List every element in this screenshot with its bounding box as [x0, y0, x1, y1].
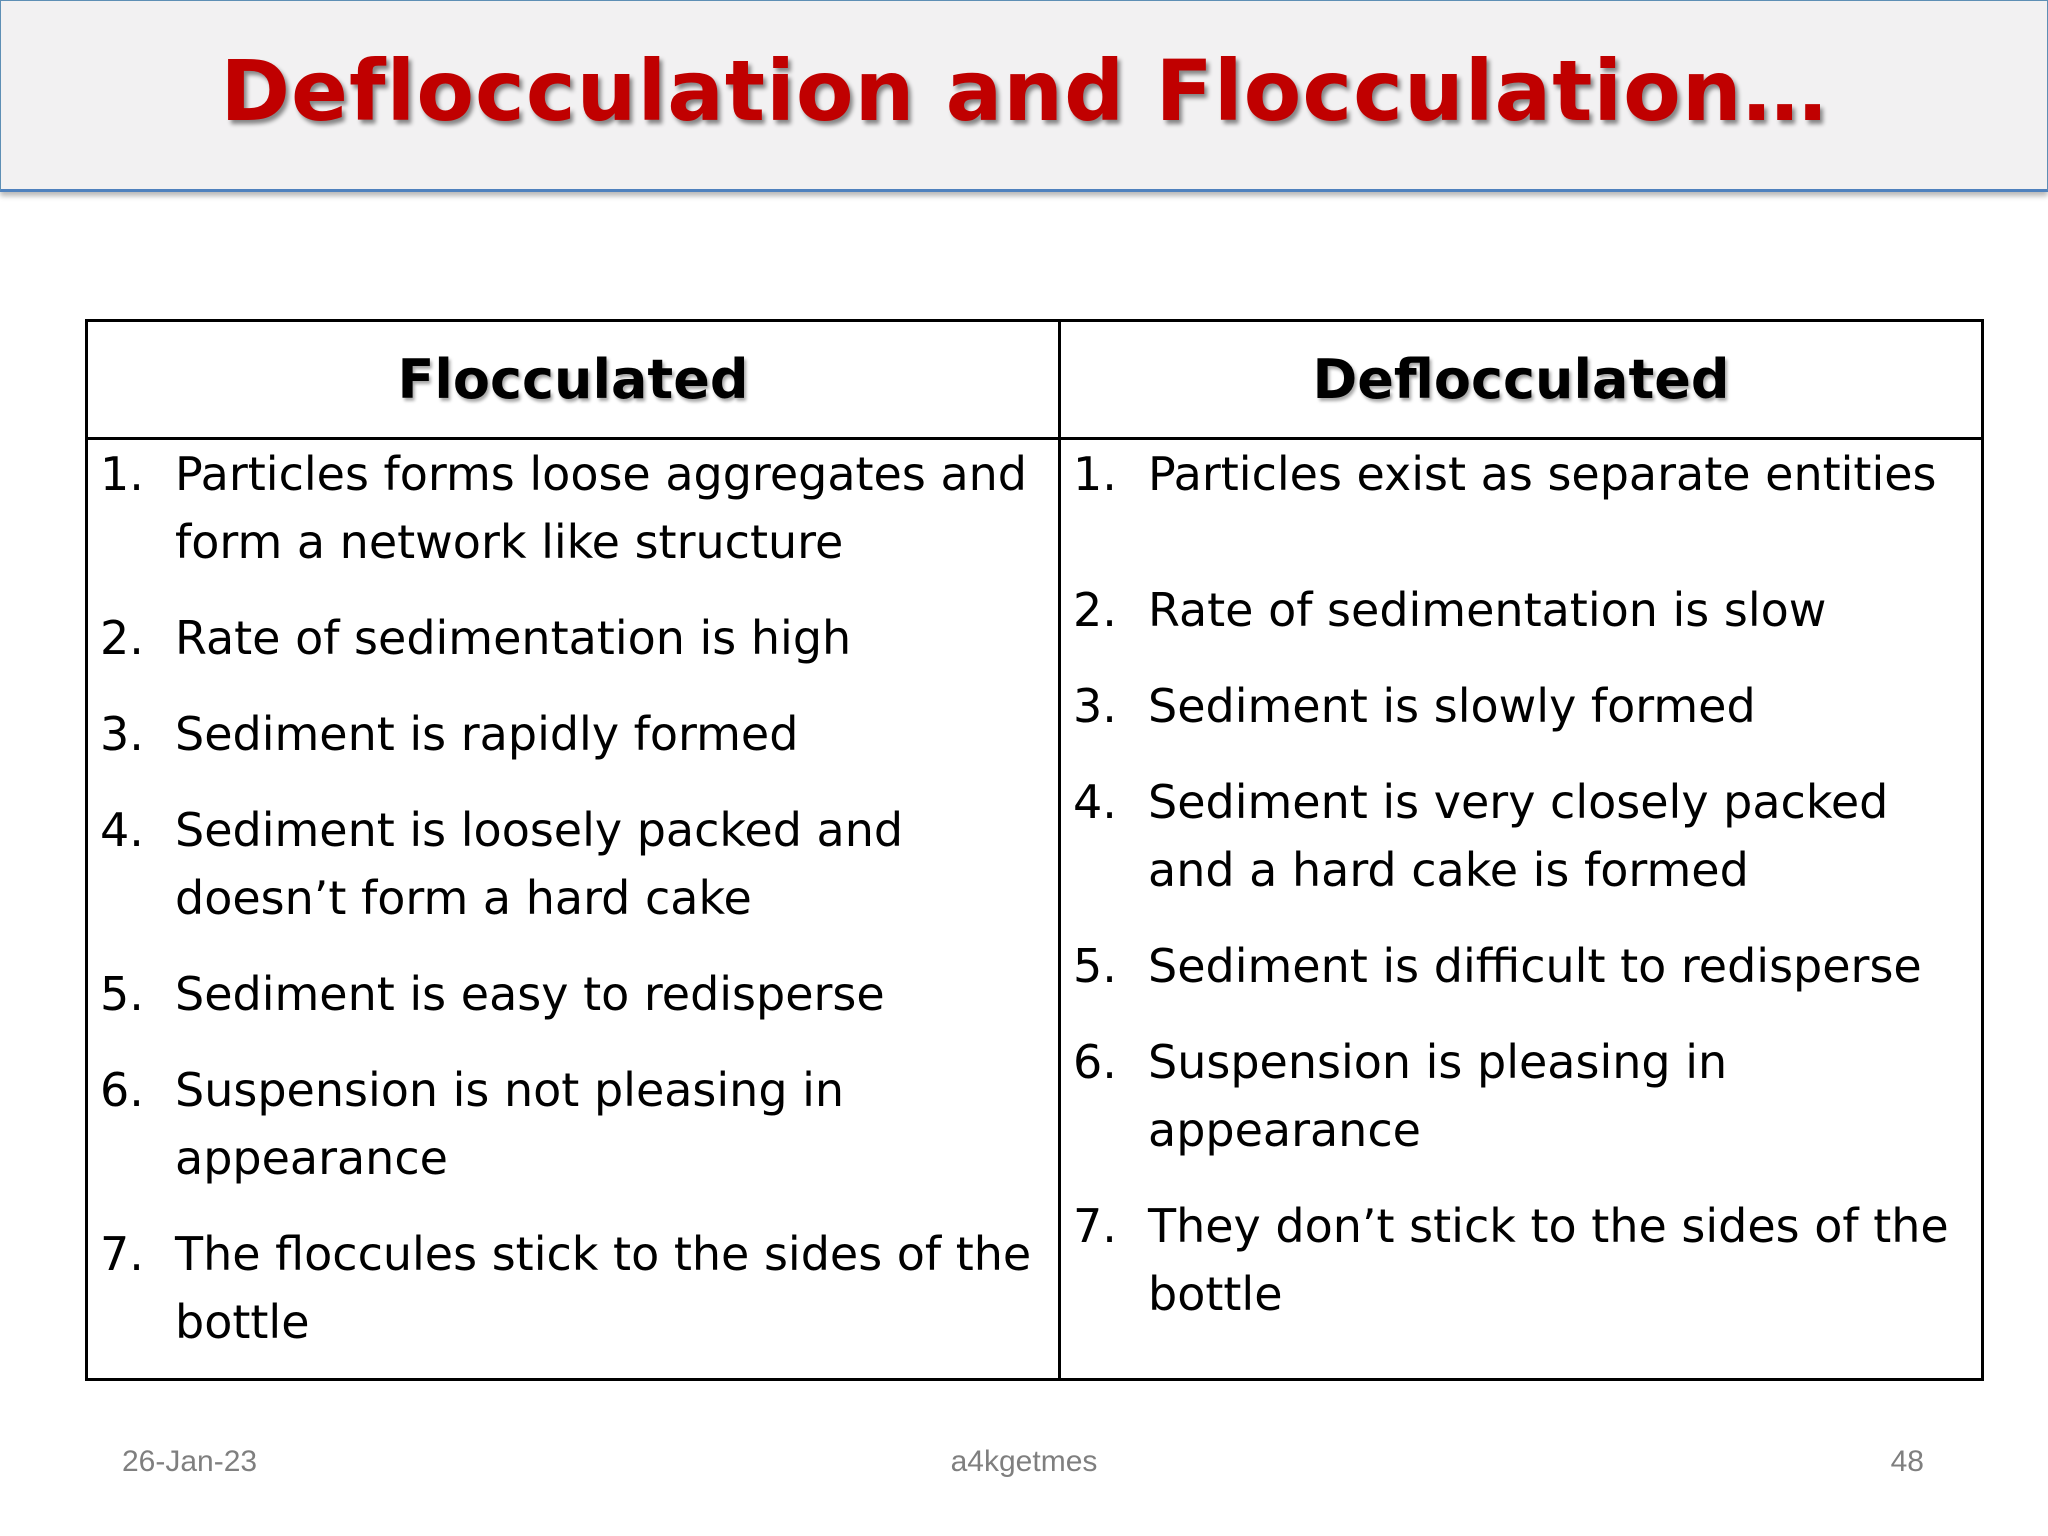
item-number: 3. [1073, 679, 1117, 733]
list-item [1073, 576, 1971, 644]
flocculated-cell [87, 439, 1060, 1380]
item-number: 4. [100, 803, 144, 857]
item-text: Sediment is rapidly formed [175, 707, 799, 761]
table-header-row [87, 321, 1983, 439]
list-item [100, 700, 1048, 768]
item-number: 6. [100, 1063, 144, 1117]
item-text: Sediment is difficult to redisperse [1148, 939, 1922, 993]
list-item [1073, 1028, 1971, 1164]
list-item [100, 960, 1048, 1028]
list-item [100, 1220, 1048, 1356]
list-item [100, 1056, 1048, 1192]
item-text: Sediment is slowly formed [1148, 679, 1756, 733]
list-item [100, 604, 1048, 672]
item-text: Sediment is loosely packed and doesn’t form a hard cake [175, 803, 904, 925]
item-number: 2. [100, 611, 144, 665]
list-item [100, 440, 1048, 576]
item-number: 4. [1073, 775, 1117, 829]
header-flocculated: Flocculated [87, 321, 1060, 439]
item-text: Rate of sedimentation is slow [1148, 583, 1827, 637]
footer-page-number: 48 [1890, 1445, 1924, 1478]
item-text: Sediment is easy to redisperse [175, 967, 885, 1021]
item-text: Suspension is not pleasing in appearance [175, 1063, 845, 1185]
list-item [100, 796, 1048, 932]
item-number: 1. [100, 447, 144, 501]
list-item [1073, 440, 1971, 508]
footer-date: 26-Jan-23 [122, 1445, 258, 1478]
item-text: Particles forms loose aggregates and form a network like structure [175, 447, 1027, 569]
item-text: Rate of sedimentation is high [175, 611, 852, 665]
slide-title: Deflocculation and Flocculation… [220, 42, 1828, 140]
list-item [1073, 672, 1971, 740]
table-body-row [87, 439, 1983, 1380]
list-item [1073, 1192, 1971, 1328]
item-number: 5. [1073, 939, 1117, 993]
list-item [1073, 768, 1971, 904]
item-number: 2. [1073, 583, 1117, 637]
item-number: 7. [100, 1227, 144, 1281]
comparison-table [85, 319, 1984, 1381]
item-number: 3. [100, 707, 144, 761]
item-text: Particles exist as separate entities [1148, 447, 1937, 501]
item-text: They don’t stick to the sides of the bottle [1148, 1199, 1949, 1321]
item-text: The floccules stick to the sides of the bottle [175, 1227, 1032, 1349]
item-number: 6. [1073, 1035, 1117, 1089]
item-number: 7. [1073, 1199, 1117, 1253]
list-item [1073, 932, 1971, 1000]
item-number: 1. [1073, 447, 1117, 501]
footer-author: a4kgetmes [950, 1445, 1098, 1478]
item-text: Sediment is very closely packed and a hard cake is formed [1148, 775, 1889, 897]
deflocculated-cell [1060, 439, 1983, 1380]
item-number: 5. [100, 967, 144, 1021]
header-deflocculated: Deflocculated [1060, 321, 1983, 439]
item-text: Suspension is pleasing in appearance [1148, 1035, 1728, 1157]
